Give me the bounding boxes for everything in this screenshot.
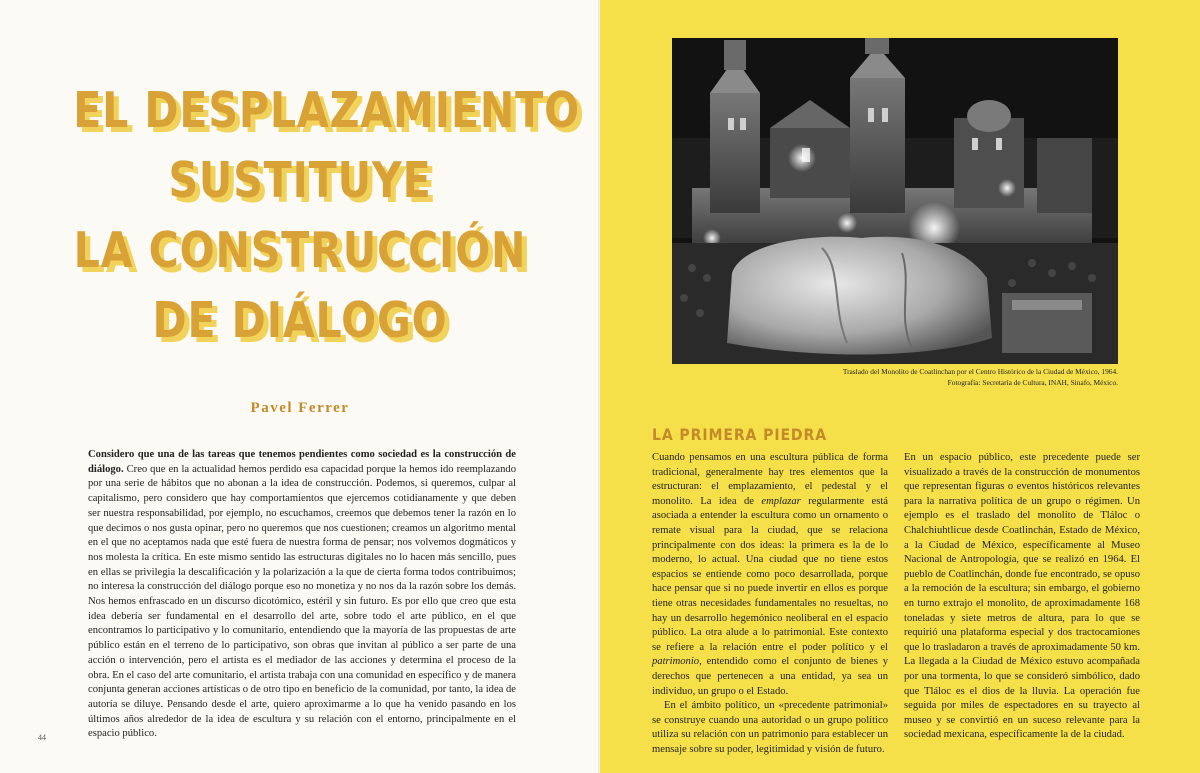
historical-photo [672,38,1118,364]
title-line-4: DE DIÁLOGO [152,292,448,349]
col1-emphasis-1: emplazar [761,495,801,507]
caption-line-2: Fotografía: Secretaría de Cultura, INAH, Sinafo, México. [947,377,1118,387]
title-line-1: EL DESPLAZAMIENTO [73,82,580,139]
section-title: LA PRIMERA PIEDRA [652,425,828,444]
monolith-stone [727,237,992,355]
photo-caption [672,367,1118,388]
title-line-3: LA CONSTRUCCIÓN [73,222,527,279]
cathedral-photo-illustration [672,38,1118,364]
title-line-2: SUSTITUYE [168,152,432,209]
col1-paragraph-2: En el ámbito político, un «precedente patrimonial» se construye cuando una autoridad o un grupo político utiliza su relación con un patrimonio para establecer un mensaje sobre su poder, legitimidad y visión de futuro. [652,700,888,755]
article-title [30,76,580,356]
caption-line-1: Traslado del Monolito de Coatlinchan por el Centro Histórico de la Ciudad de México, 1964. [842,367,1118,376]
page-number: 44 [38,733,46,742]
intro-paragraph [88,448,516,742]
body-column-1 [652,451,888,757]
body-column-2 [904,451,1140,743]
intro-text: Creo que en la actualidad hemos perdido esa capacidad porque la hemos ido reemplazando por una serie de hábitos que no abonan a la idea de construcción. Podemos, si queremos, culpar al capitalismo, pero considero que hay comportamientos que ejercemos cotidianamente y que deben ser nuestra responsabilidad, por ejemplo, no escuchamos, creemos que debemos tener la razón en lo que decimos o nos gusta opinar, pero no queremos que nos cuestionen; creamos un algoritmo mental en el que no aceptamos nada que esté fuera de nuestra forma de pensar; nos volvemos dogmáticos y nos molesta la crítica. En este mismo sentido las estructuras digitales no lo hacen más sencillo, pues en ellas se privilegia la descalificación y la polarización a la que de cierta forma todos contribuimos; no interesa la construcción del diálogo porque eso no monetiza y no nos da la razón sobre los demás. Nos hemos enfrascado en un discurso dicotómico, estéril y sin futuro. Es por ello que creo que esta idea debería ser fundamental en el desarrollo del arte, sobre todo el arte público, en el que encontramos lo participativo y lo comunitario, entendiendo que la mayoría de las propuestas de arte público están en el terreno de lo participativo, son obras que invitan al público a ser parte de una acción o intervención, pero el artista es el mediador de las acciones y determina el proceso de la obra. En el caso del arte comunitario, el artista trabaja con una comunidad en específico y de manera conjunta generan acciones artísticas o de otro tipo en beneficio de la comunidad, por tanto, la idea de autoría se diluye. Pensando desde el arte, quiero aproximarme a lo que ha venido pasando en los últimos años alrededor de la idea de escultura y su relación con el entorno, principalmente en el espacio público. [88,463,517,740]
intro-lead: Considero que una de las tareas que tenemos pendientes como sociedad es la construcción de diálogo. [88,449,516,475]
author-name: Pavel Ferrer [250,400,350,416]
col1-text-b: regularmente está asociada a entender la escultura como un ornamento o remate visual para la ciudad, que se relaciona principalmente con dos ideas: la primera es la de lo moderno, lo actual. Una ciudad que no tiene estos espacios se entiende como poco desarrollada, porque hace pensar que si no puede invertir en ellos es porque tiene otras necesidades fundamentales no resueltas, no hay un desarrollo hegemónico neoliberal en el espacio público. La otra alude a lo patrimonial. Este contexto se refiere a la relación entre el poder político y el [652,495,888,653]
col1-text-c: , entendido como el conjunto de bienes y derechos que pertenecen a una entidad, ya sea un individuo, un grupo o el Estado. [652,656,888,697]
col1-text-a: Cuando pensamos en una escultura pública de forma tradicional, generalmente hay tres elementos que la estructuran: el emplazamiento, el pedestal y el monolito. La idea de [652,452,888,507]
col2-paragraph-1: En un espacio público, este precedente puede ser visualizado a través de la construcción de monumentos que representan figuras o eventos históricos relevantes para la narrativa política de un grupo o régimen. Un ejemplo es el traslado del monolito de Tláloc o Chalchiuhtlicue desde Coatlinchán, Estado de México, a la Ciudad de México, específicamente al Museo Nacional de Antropología, que se realizó en 1964. El pueblo de Coatlinchán, donde fue encontrado, se opuso a la remoción de la escultura; sin embargo, el gobierno en turno extrajo el monolito, de aproximadamente 168 toneladas y siete metros de altura, para lo que se requirió una plataforma especial y dos tractocamiones que lo trasladaron a través de aproximadamente 50 km. La llegada a la Ciudad de México estuvo acompañada por una tormenta, lo que se consideró simbólico, dado que Tláloc es el dios de la lluvia. La operación fue seguida por miles de espectadores en su trayecto al museo y se convirtió en un suceso relevante para la sociedad mexicana, específicamente la de la ciudad. [904,452,1140,741]
col1-emphasis-2: patrimonio [652,656,700,668]
